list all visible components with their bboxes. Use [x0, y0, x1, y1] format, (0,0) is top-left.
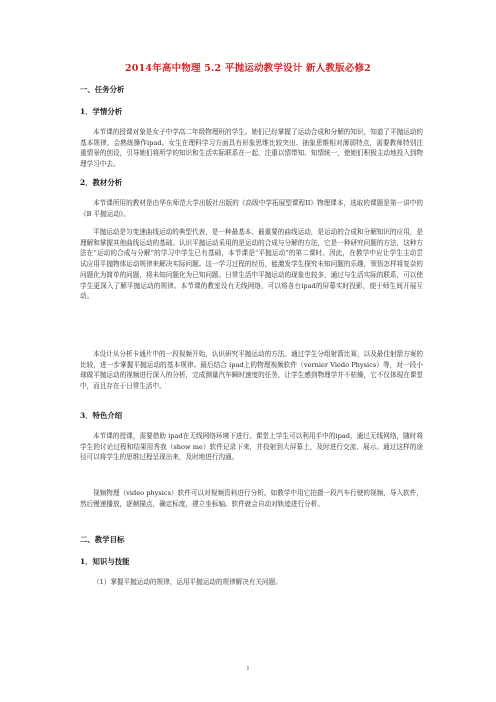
paragraph-ipad-features: 本节课的授课，需要借助 ipad在无线网络环境下进行。课堂上学生可以利用手中的ipad，通过无线网络，随时将学生的讨论过程和结果用秀我（show me）软件记录下来，并投射到大屏幕上，及时进行交流、展示。通过这样的途径可以将学生的思维过程呈现出来，及时地进行沟通。 [80, 432, 423, 462]
document-title: 2014年高中物理 5.2 平抛运动教学设计 新人教版必修2 [124, 63, 371, 74]
subheading-knowledge-skills: 1．知识与技能 [80, 557, 130, 566]
subheading-textbook-analysis: 2．教材分析 [80, 178, 123, 187]
subheading-features: 3．特色介绍 [80, 411, 123, 420]
paragraph-textbook-source: 本节课所用的教材是由华东师范大学出版社出版的《高级中学拓展型课程II》物理课本，选取的课题是第一讲中的《B 平抛运动》。 [80, 199, 423, 218]
paragraph-goal-1: （1）掌握平抛运动的规律，运用平抛运动的规律解决有关问题。 [93, 578, 282, 586]
paragraph-design-overview: 本设计从分析卡通片中的一段视频开始，认识研究平抛运动的方法。通过学生分组射箭比赛，以及最佳射箭方案的比较，进一步掌握平抛运动的基本规律。最后结合 ipad上的物理视频软件（vernier Viedo Physics）等，对一段小球做平抛运动的视频进行深入的分析，完成测量汽车瞬时速度的任务，让学生感到物理学并不枯燥，它不仅体现在课堂中，而且存在于日常生活中。 [80, 350, 423, 391]
section-heading-teaching-goals: 二、教学目标 [80, 535, 125, 544]
page-number: 1 [246, 666, 250, 672]
paragraph-video-physics: 视频物理（video physics）软件可以对视频资料进行分析。如教学中用它拍摄一段汽车行驶的视频，导入软件，然后慢速播放，逐帧描点，确定标度，建立坐标轴。软件就会自动对轨迹进行分析。 [80, 489, 423, 508]
paragraph-projectile-motion: 平抛运动是匀变速曲线运动的典型代表，是一种最基本、最重要的曲线运动，是运动的合成和分解知识的应用，是理解和掌握其他曲线运动的基础。认识平抛运动采用的是运动的合成与分解的方法，它是一种研究问题的方法，这种方法在“运动的合成与分解”的学习中学生已有基础，本节课是“平抛运动”的第二课时。因此，在教学中应让学生主动尝试应用平抛物体运动规律来解决实际问题。这一学习过程的经历，能激发学生探究未知问题的乐趣，领悟怎样将复杂的问题化为简单的问题，将未知问题化为已知问题。日常生活中平抛运动的现象也较多，通过与生活实际的联系，可以使学生更深入了解平抛运动的规律。本节课的教室设有无线网络，可以将各台ipad的屏幕实时投影，便于师生间开展互动。 [80, 228, 423, 301]
section-heading-task-analysis: 一、任务分析 [80, 85, 125, 94]
subheading-learner-analysis: 1．学情分析 [80, 107, 123, 116]
paragraph-learner-analysis: 本节课的授课对象是女子中学高二年级物理班的学生。她们已经掌握了运动合成和分解的知识，知道了平抛运动的基本规律，会熟练操作ipad。女生在理科学习方面具有形象思维比较突出、抽象思维相对薄弱特点，需要教师特别注重情景的创设，引导她们将所学的知识和生活实际联系在一起，注重以情带知、知情统一，使她们积极主动地投入到物理学习中去。 [80, 128, 423, 169]
